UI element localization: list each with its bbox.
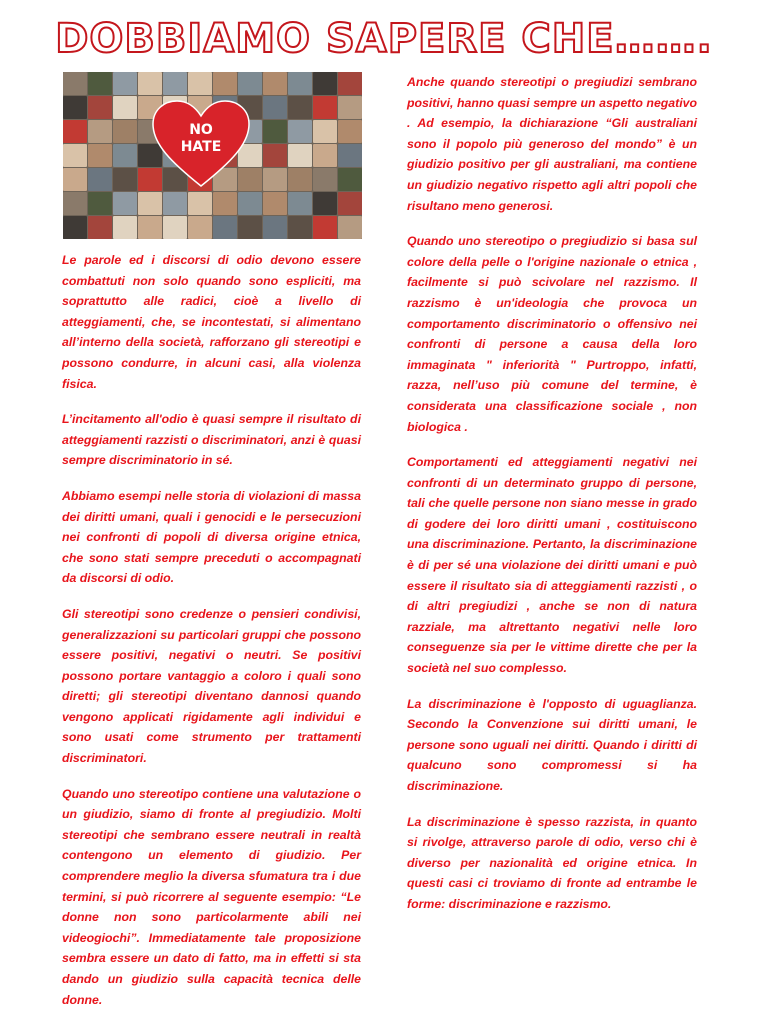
photo-tile [313, 120, 337, 143]
heart-label-line-2: HATE [180, 139, 222, 155]
photo-tile [63, 216, 87, 239]
photo-tile [113, 192, 137, 215]
photo-tile [88, 144, 112, 167]
photo-tile [313, 216, 337, 239]
photo-tile [263, 96, 287, 119]
photo-tile [88, 72, 112, 95]
photo-tile [313, 96, 337, 119]
paragraph: L’incitamento all'odio è quasi sempre il risultato di atteggiamenti razzisti o discriminatori, anzi è quasi sempre discriminatorio in sé. [62, 412, 361, 468]
photo-tile [113, 72, 137, 95]
photo-tile [163, 192, 187, 215]
photo-tile [263, 192, 287, 215]
photo-tile [338, 72, 362, 95]
photo-tile [288, 144, 312, 167]
photo-tile [313, 144, 337, 167]
photo-tile [113, 216, 137, 239]
photo-tile [63, 72, 87, 95]
photo-tile [213, 216, 237, 239]
photo-tile [338, 120, 362, 143]
photo-tile [313, 168, 337, 191]
photo-tile [263, 144, 287, 167]
photo-tile [313, 192, 337, 215]
photo-tile [338, 192, 362, 215]
photo-tile [188, 192, 212, 215]
left-column [62, 250, 361, 1025]
photo-tile [263, 168, 287, 191]
paragraph: La discriminazione è spesso razzista, in quanto si rivolge, attraverso parole di odio, verso chi è diverso per nazionalità ed origine etnica. In questi casi ci troviamo di fronte ad entrambe le forme: discriminazione e razzismo. [407, 814, 697, 911]
photo-tile [63, 192, 87, 215]
photo-tile [88, 96, 112, 119]
paragraph: La discriminazione è l'opposto di uguaglianza. Secondo la Convenzione sui diritti umani, le persone sono uguali nei diritti. Quando i diritti di qualcuno sono compromessi si ha discriminazione. [407, 696, 697, 793]
photo-tile [263, 120, 287, 143]
photo-tile [188, 216, 212, 239]
photo-tile [213, 72, 237, 95]
photo-tile [238, 192, 262, 215]
photo-tile [113, 144, 137, 167]
photo-tile [88, 216, 112, 239]
photo-tile [238, 72, 262, 95]
photo-tile [263, 216, 287, 239]
photo-tile [88, 168, 112, 191]
photo-tile [213, 192, 237, 215]
paragraph: Le parole ed i discorsi di odio devono essere combattuti non solo quando sono espliciti, ma soprattutto alle radici, cioè a livello di atteggiamenti, che, se incontestati, si alimentano all’interno della società, rafforzano gli stereotipi e possono condurre, in alcuni casi, alla violenza fisica. [62, 253, 361, 391]
photo-tile [263, 72, 287, 95]
photo-tile [313, 72, 337, 95]
photo-tile [63, 96, 87, 119]
heart-label [151, 122, 251, 156]
photo-tile [288, 72, 312, 95]
photo-tile [63, 144, 87, 167]
photo-tile [288, 168, 312, 191]
photo-tile [63, 168, 87, 191]
right-column [407, 72, 697, 930]
photo-tile [88, 192, 112, 215]
photo-tile [163, 216, 187, 239]
photo-tile [88, 120, 112, 143]
photo-tile [138, 216, 162, 239]
photo-tile [338, 144, 362, 167]
photo-tile [113, 168, 137, 191]
photo-tile [138, 72, 162, 95]
photo-tile [63, 120, 87, 143]
photo-tile [338, 216, 362, 239]
photo-tile [288, 192, 312, 215]
page-title: DOBBIAMO SAPERE CHE……. [55, 16, 713, 62]
photo-tile [188, 72, 212, 95]
photo-tile [163, 72, 187, 95]
paragraph: Quando uno stereotipo o pregiudizio si basa sul colore della pelle o l'origine nazionale o etnica , facilmente si può scivolare nel razzismo. Il razzismo è un'ideologia che provoca un comportamento discriminatorio o offensivo nei confronti di persone a causa della loro immaginata " inferiorità " Purtroppo, infatti, razza, nell’uso più comune del termine, è considerata una classificazione sociale , non biologica . [407, 234, 697, 434]
photo-tile [288, 96, 312, 119]
paragraph: Comportamenti ed atteggiamenti negativi nei confronti di un determinato gruppo di persone, tali che quelle persone non siano messe in grado di godere dei loro diritti umani , costituiscono una discriminazione. Pertanto, la discriminazione è di per sé una violazione dei diritti umani e può essere il risultato sia di atteggiamenti razzisti , o di altri pregiudizi , anche se non di natura razziale, ma altrettanto negativi nelle loro conseguenze sia per le vittime dirette che per la società nel suo complesso. [407, 455, 697, 676]
photo-tile [113, 96, 137, 119]
heart-label-line-1: NO [189, 122, 213, 138]
paragraph: Gli stereotipi sono credenze o pensieri condivisi, generalizzazioni su particolari gruppi che possono essere positivi, negativi o neutri. Se positivi possono portare vantaggio a coloro i quali sono diretti; gli stereotipi diventano dannosi quando vengono applicati rigidamente agli individui e sono usati come strumento per trattamenti discriminatori. [62, 606, 361, 766]
photo-tile [288, 216, 312, 239]
no-hate-collage-image [63, 72, 362, 239]
paragraph: Anche quando stereotipi o pregiudizi sembrano positivi, hanno quasi sempre un aspetto negativo . Ad esempio, la dichiarazione “Gli australiani sono il popolo più generoso del mondo” è un giudizio positivo per gli australiani, ma contiene un giudizio negativo rispetto agli altri popoli che risultano meno generosi. [407, 75, 697, 213]
photo-tile [338, 96, 362, 119]
photo-tile [338, 168, 362, 191]
photo-tile [288, 120, 312, 143]
photo-tile [238, 216, 262, 239]
paragraph: Quando uno stereotipo contiene una valutazione o un giudizio, siamo di fronte al pregiudizio. Molti stereotipi che sembrano essere neutrali in realtà contengono un elemento di giudizio. Per comprendere meglio la diversa sfumatura tra i due termini, si può ricorrere al seguente esempio: “Le donne non sono particolarmente abili nei videogiochi”. Immediatamente tale proposizione sembra essere un dato di fatto, ma in effetti si sta dando un giudizio sulla capacità tecnica delle donne. [62, 786, 361, 1007]
photo-tile [138, 192, 162, 215]
paragraph: Abbiamo esempi nelle storia di violazioni di massa dei diritti umani, quali i genocidi e le persecuzioni nei confronti di popoli di diversa origine etnica, che sono stati sempre preceduti o accompagnati da discorsi di odio. [62, 488, 361, 586]
photo-tile [113, 120, 137, 143]
